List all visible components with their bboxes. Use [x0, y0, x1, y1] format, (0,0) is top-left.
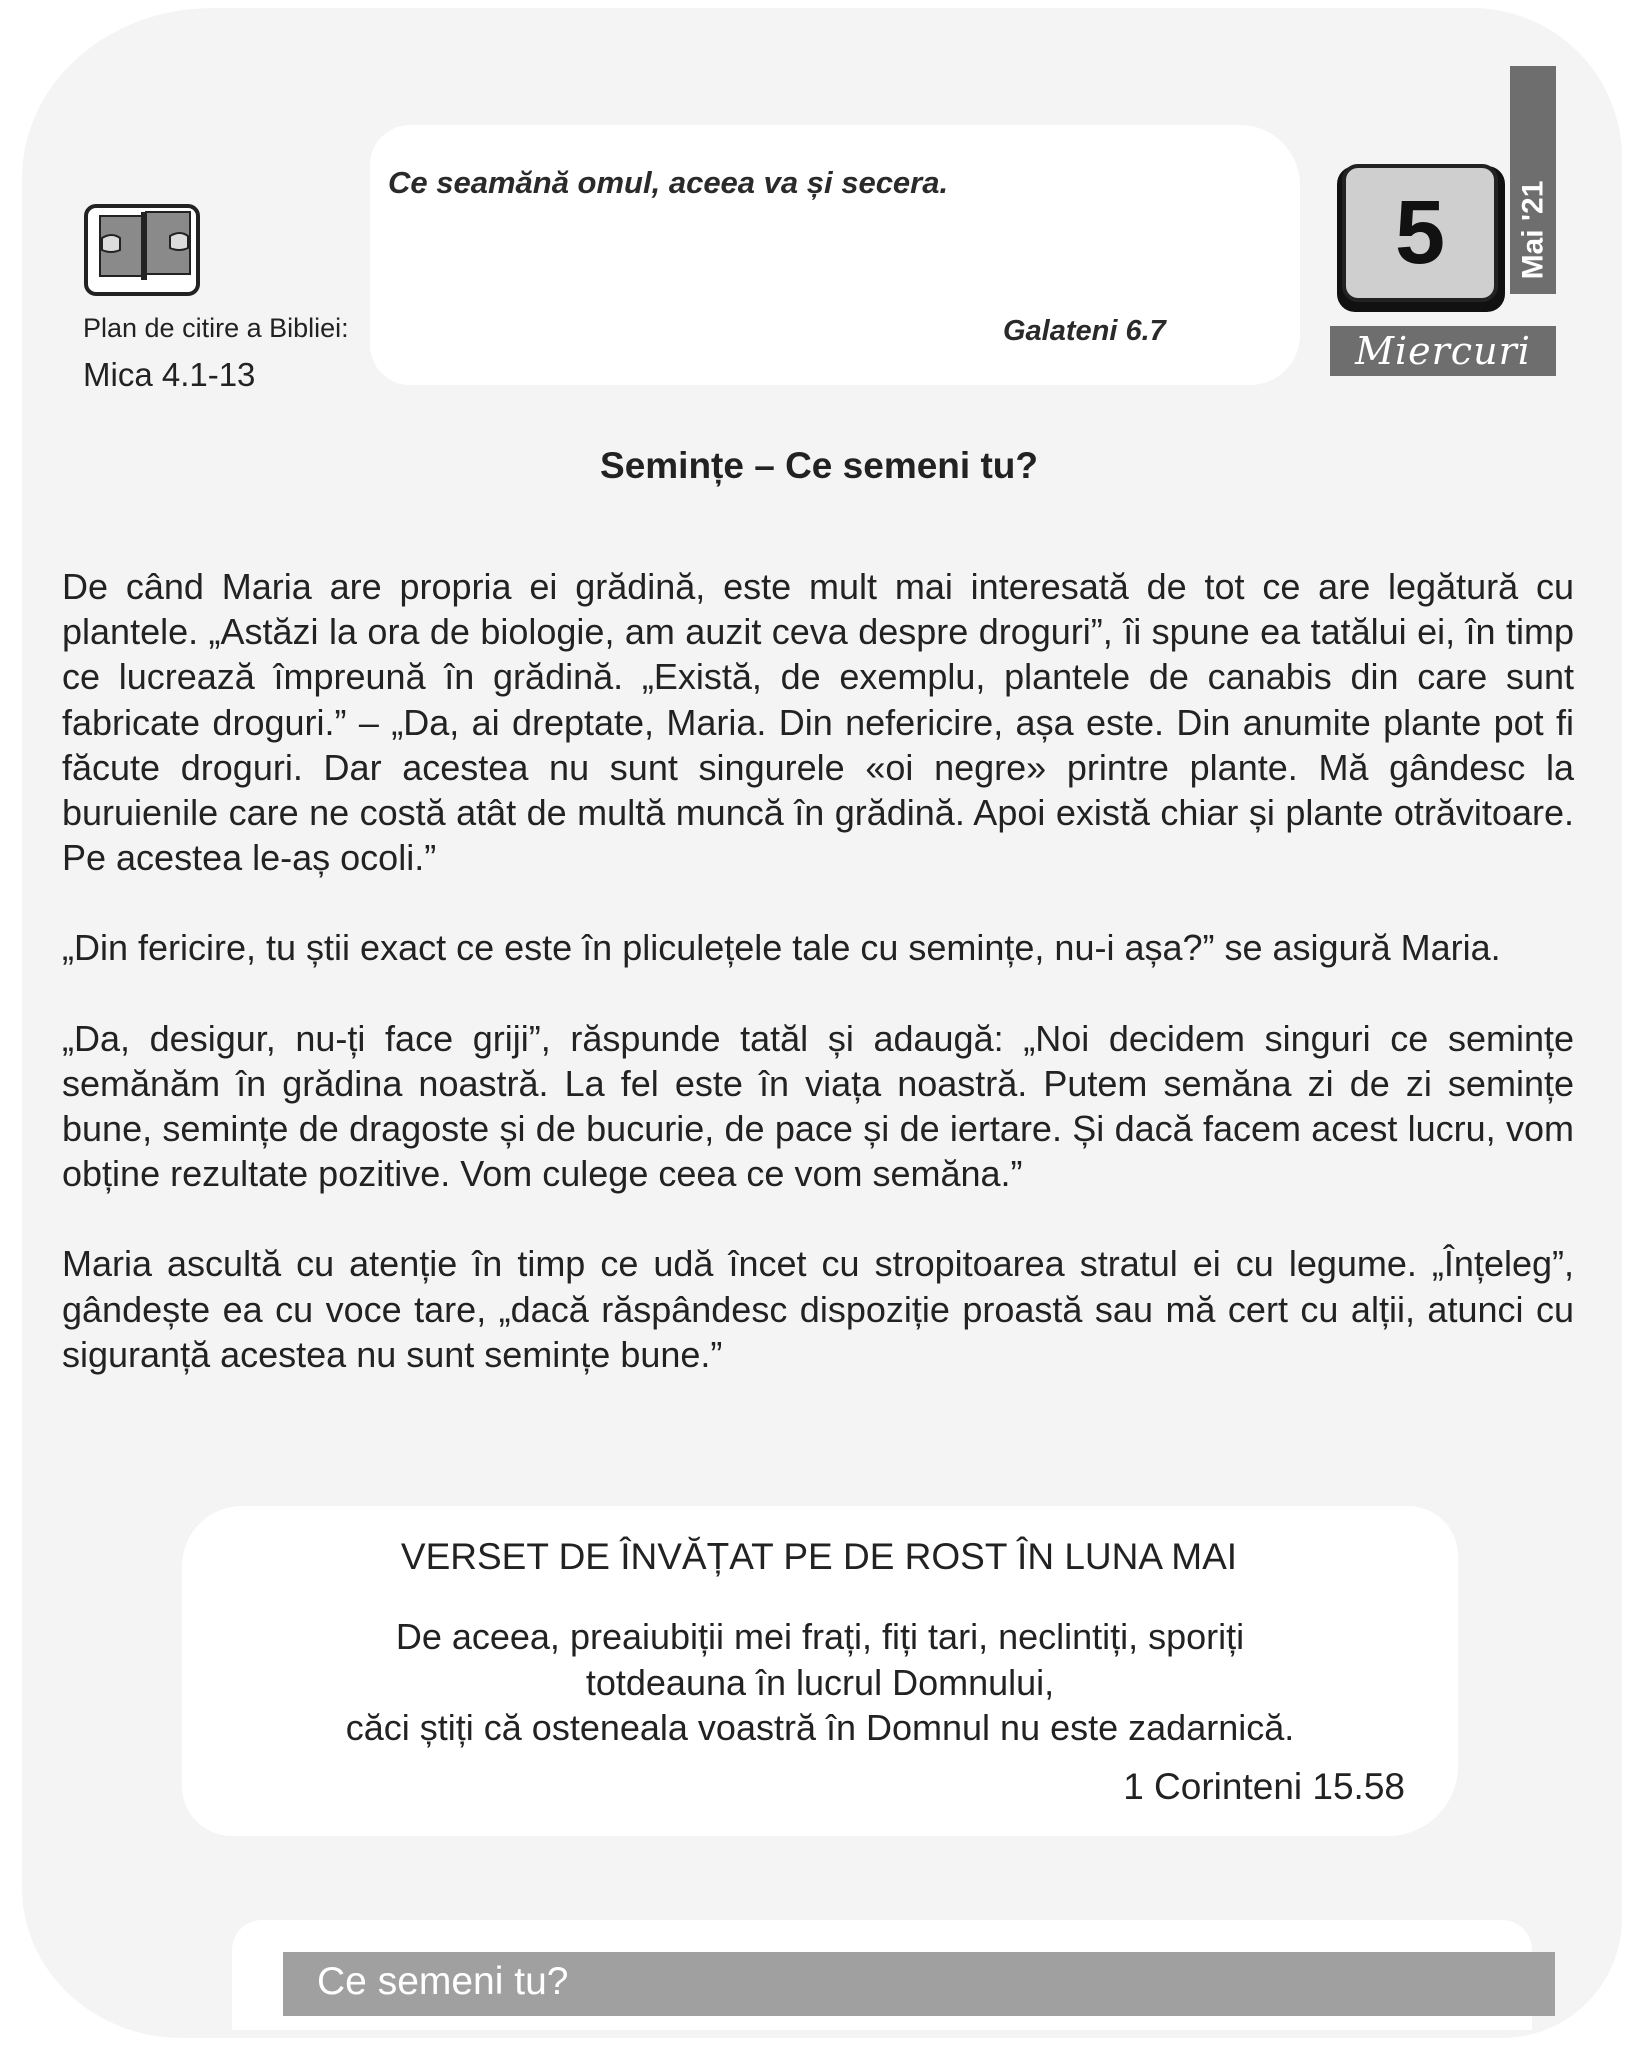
- paragraph: „Din fericire, tu știi exact ce este în pliculețele tale cu semințe, nu-i așa?” se asigură Maria.: [62, 927, 1501, 969]
- paragraph: Maria ascultă cu atenție în timp ce udă încet cu stropitoarea stratul ei cu legume. „Înțeleg”, gândește ea cu voce tare, „dacă răspândesc dispoziție proastă sau mă cert cu alții, atunci cu siguranță acestea nu sunt semințe bune.”: [62, 1243, 1574, 1375]
- memory-verse-heading: VERSET DE ÎNVĂȚAT PE DE ROST ÎN LUNA MAI: [400, 1536, 1238, 1577]
- memory-verse-text: [182, 1614, 1458, 1751]
- day-tile: [1342, 164, 1498, 302]
- daily-verse-reference: Galateni 6.7: [1003, 315, 1166, 347]
- memory-verse-reference: 1 Corinteni 15.58: [1123, 1766, 1405, 1807]
- article-title: Semințe – Ce semeni tu?: [600, 445, 1038, 486]
- paragraph: „Da, desigur, nu-ți face griji”, răspunde tatăl și adaugă: „Noi decidem singuri ce semințe semănăm în grădina noastră. La fel este în viața noastră. Putem semăna zi de zi semințe bune, semințe de dragoste și de bucurie, de pace și de iertare. Și dacă facem acest lucru, vom obține rezultate pozitive. Vom culege ceea ce vom semăna.”: [62, 1017, 1574, 1195]
- weekday-label: Miercuri: [1355, 329, 1531, 373]
- weekday-bar: [1330, 326, 1556, 376]
- daily-verse-text: Ce seamănă omul, aceea va și secera.: [388, 165, 949, 200]
- reading-plan-value: Mica 4.1-13: [83, 356, 256, 393]
- reading-plan-label: Plan de citire a Bibliei:: [83, 313, 349, 343]
- memory-verse-line: De aceea, preaiubiții mei frați, fiți tari, neclintiți, sporiți: [395, 1616, 1245, 1657]
- bible-book-icon: [82, 200, 206, 298]
- month-year-label: Mai '21: [1516, 180, 1550, 280]
- memory-verse-line: totdeauna în lucrul Domnului,: [585, 1661, 1055, 1703]
- paragraph: De când Maria are propria ei grădină, este mult mai interesată de tot ce are legătură cu plantele. „Astăzi la ora de biologie, am auzit ceva despre droguri”, îi spune ea tatălui ei, în timp ce lucrează împreună în grădină. „Există, de exemplu, plantele de canabis din care sunt fabricate droguri.” – „Da, ai dreptate, Maria. Din nefericire, așa este. Din anumite plante pot fi făcute droguri. Dar acestea nu sunt singurele «oi negre» printre plante. Mă gândesc la buruienile care ne costă atât de multă muncă în grădină. Apoi există chiar și plante otrăvitoare. Pe acestea le-aș ocoli.”: [62, 566, 1574, 879]
- day-number: 5: [1394, 183, 1446, 283]
- footer-title: Ce semeni tu?: [317, 1960, 569, 2003]
- article-body: [62, 564, 1574, 1422]
- memory-verse-line: căci știți că osteneala voastră în Domnul nu este zadarnică.: [345, 1707, 1295, 1748]
